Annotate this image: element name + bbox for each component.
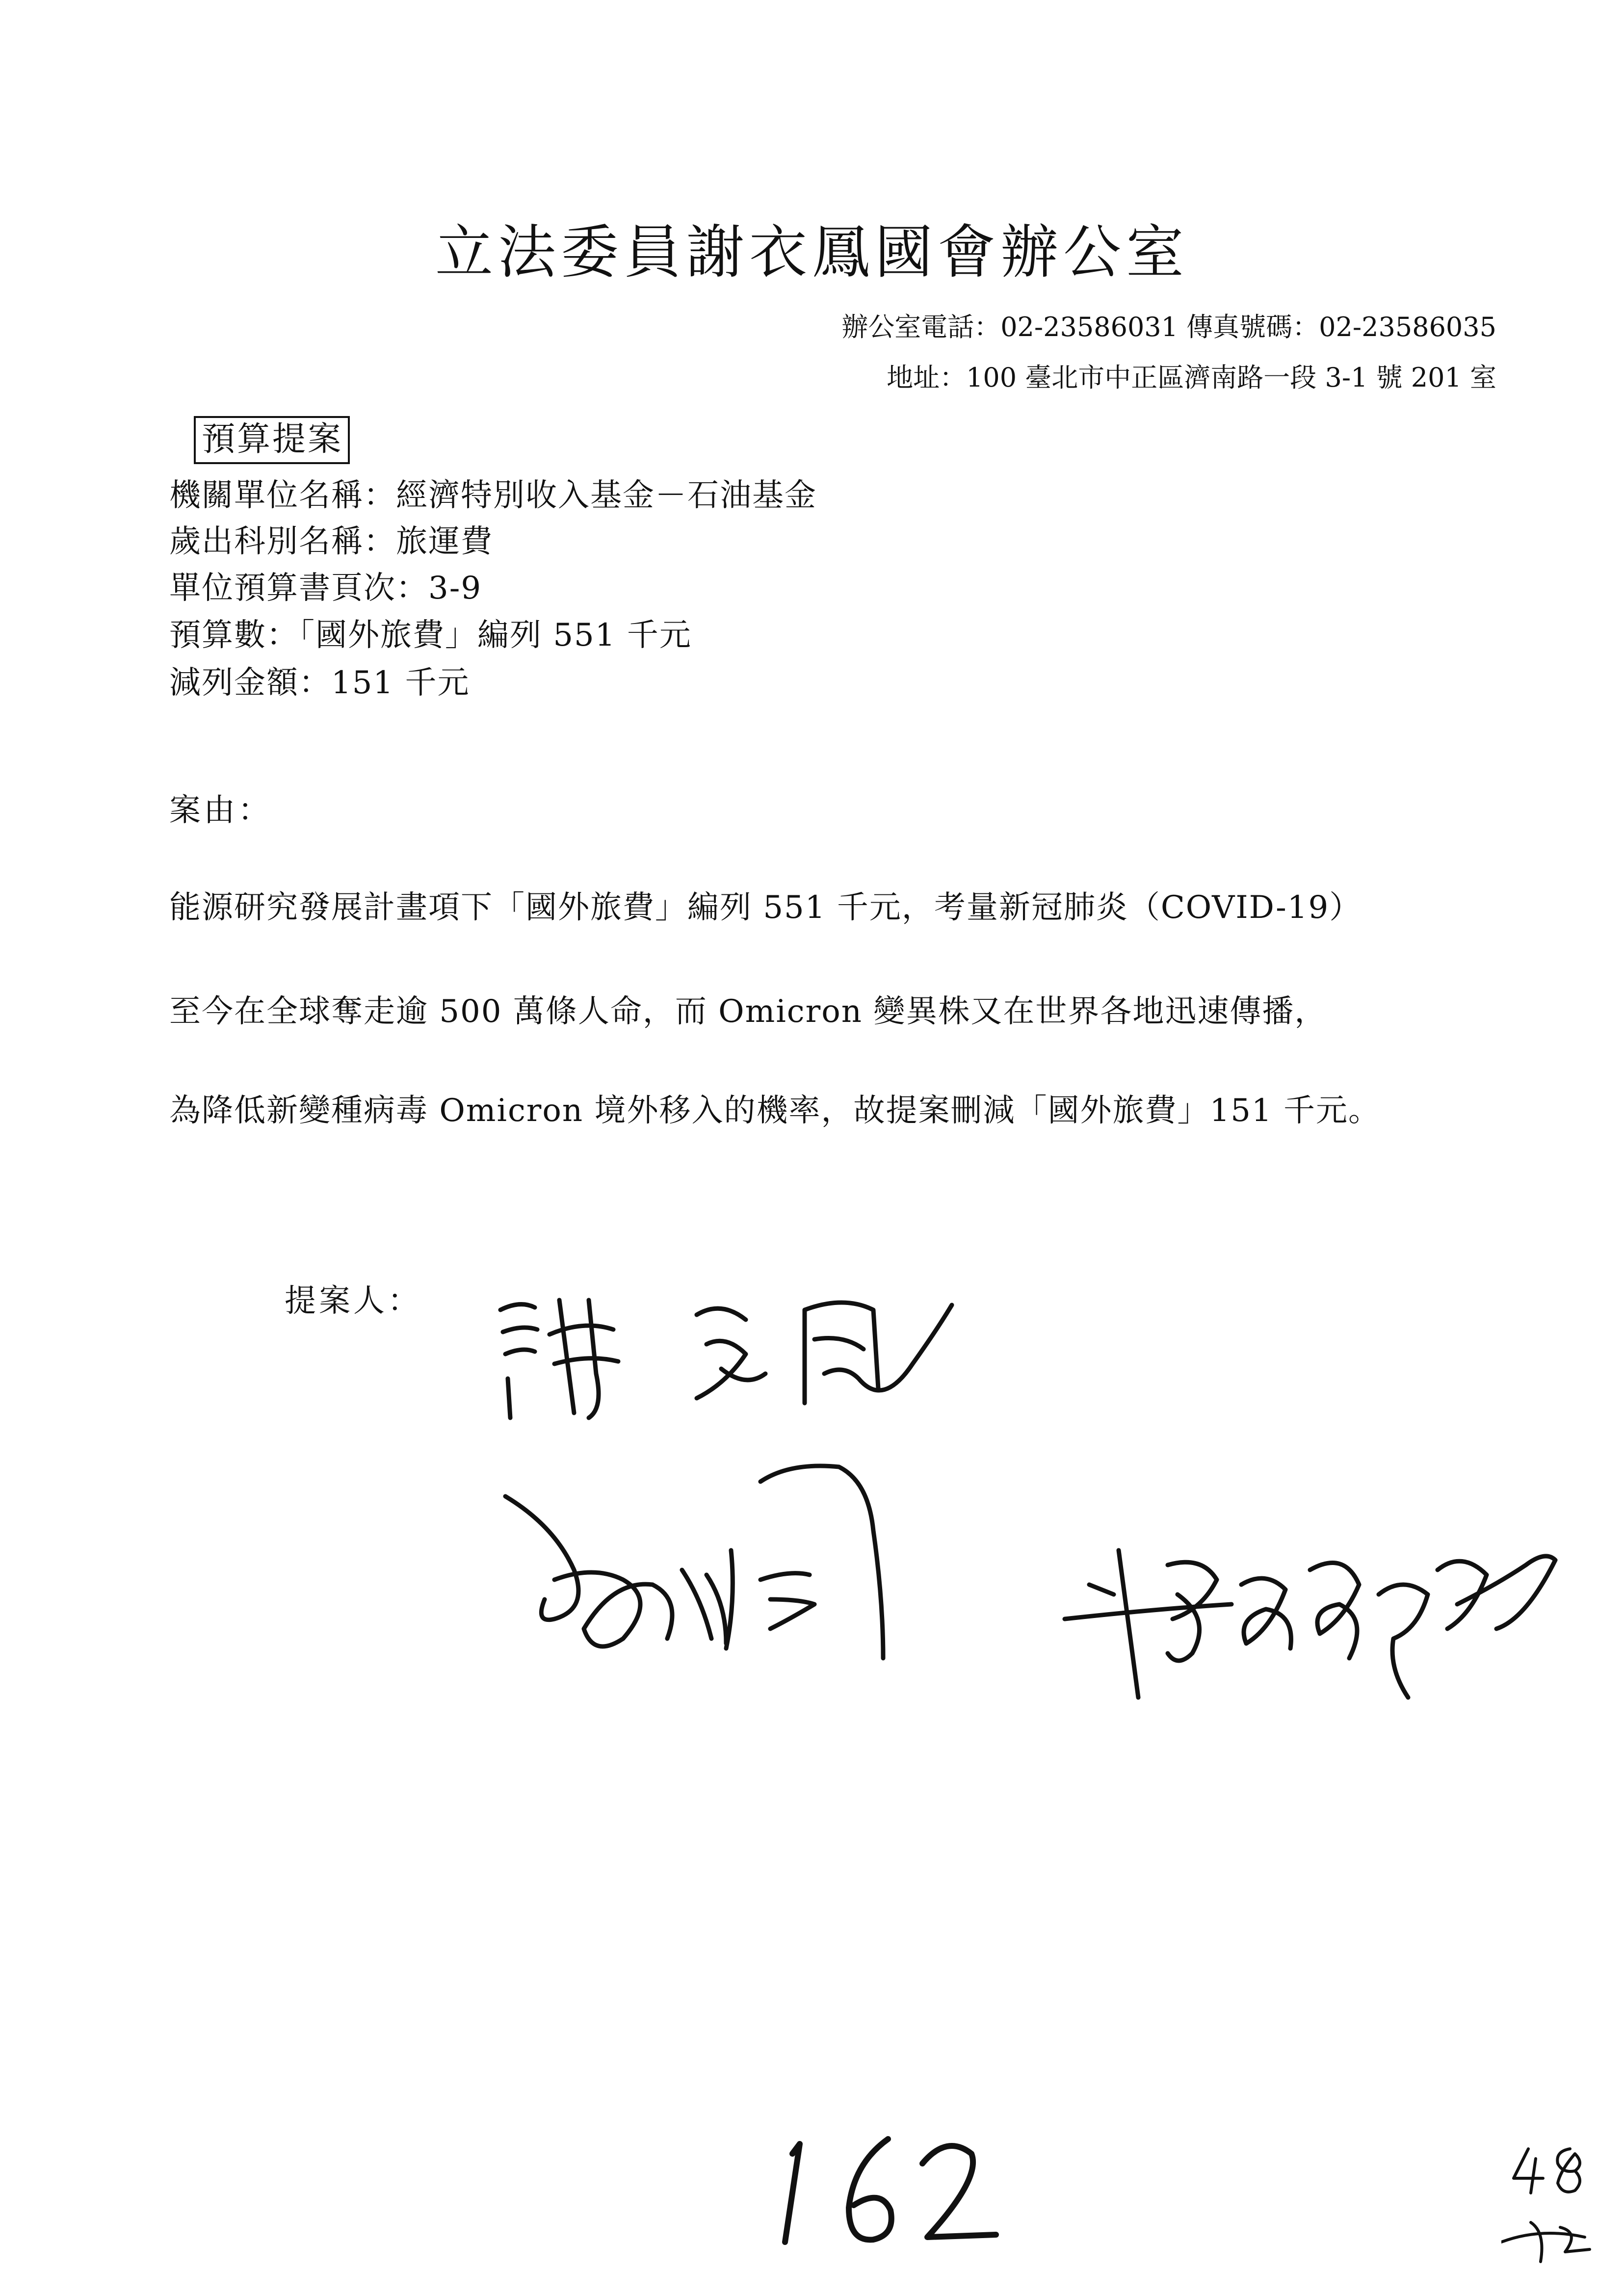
reason-line-1: 能源研究發展計畫項下「國外旅費」編列 551 千元，考量新冠肺炎（COVID-19） bbox=[169, 889, 1362, 926]
signature-3 bbox=[1055, 1521, 1565, 1707]
field-budget-amount: 預算數：「國外旅費」編列 551 千元 bbox=[169, 617, 692, 653]
field-reduction-amount: 減列金額：151 千元 bbox=[169, 665, 470, 701]
field-budget-page: 單位預算書頁次：3-9 bbox=[169, 570, 482, 606]
field-agency-name: 機關單位名稱：經濟特別收入基金－石油基金 bbox=[169, 477, 817, 514]
office-address: 地址：100 臺北市中正區濟南路一段 3-1 號 201 室 bbox=[887, 362, 1496, 393]
reason-line-2: 至今在全球奪走逾 500 萬條人命，而 Omicron 變異株又在世界各地迅速傳播， bbox=[169, 993, 1327, 1030]
office-phone-fax: 辦公室電話：02-23586031 傳真號碼：02-23586035 bbox=[841, 312, 1496, 342]
signature-2 bbox=[496, 1452, 908, 1688]
handwritten-page-number bbox=[765, 2124, 1011, 2252]
reason-line-3: 為降低新變種病毒 Omicron 境外移入的機率，故提案刪減「國外旅費」151 千元。 bbox=[169, 1093, 1381, 1129]
signature-1 bbox=[491, 1280, 971, 1428]
reason-label: 案由： bbox=[169, 792, 272, 829]
handwritten-corner-number bbox=[1501, 2144, 1599, 2271]
field-expenditure-item: 歲出科別名稱：旅運費 bbox=[169, 523, 493, 560]
office-title: 立法委員謝衣鳳國會辦公室 bbox=[435, 218, 1189, 286]
proposer-label: 提案人： bbox=[285, 1283, 422, 1319]
budget-proposal-tag: 預算提案 bbox=[194, 416, 350, 464]
